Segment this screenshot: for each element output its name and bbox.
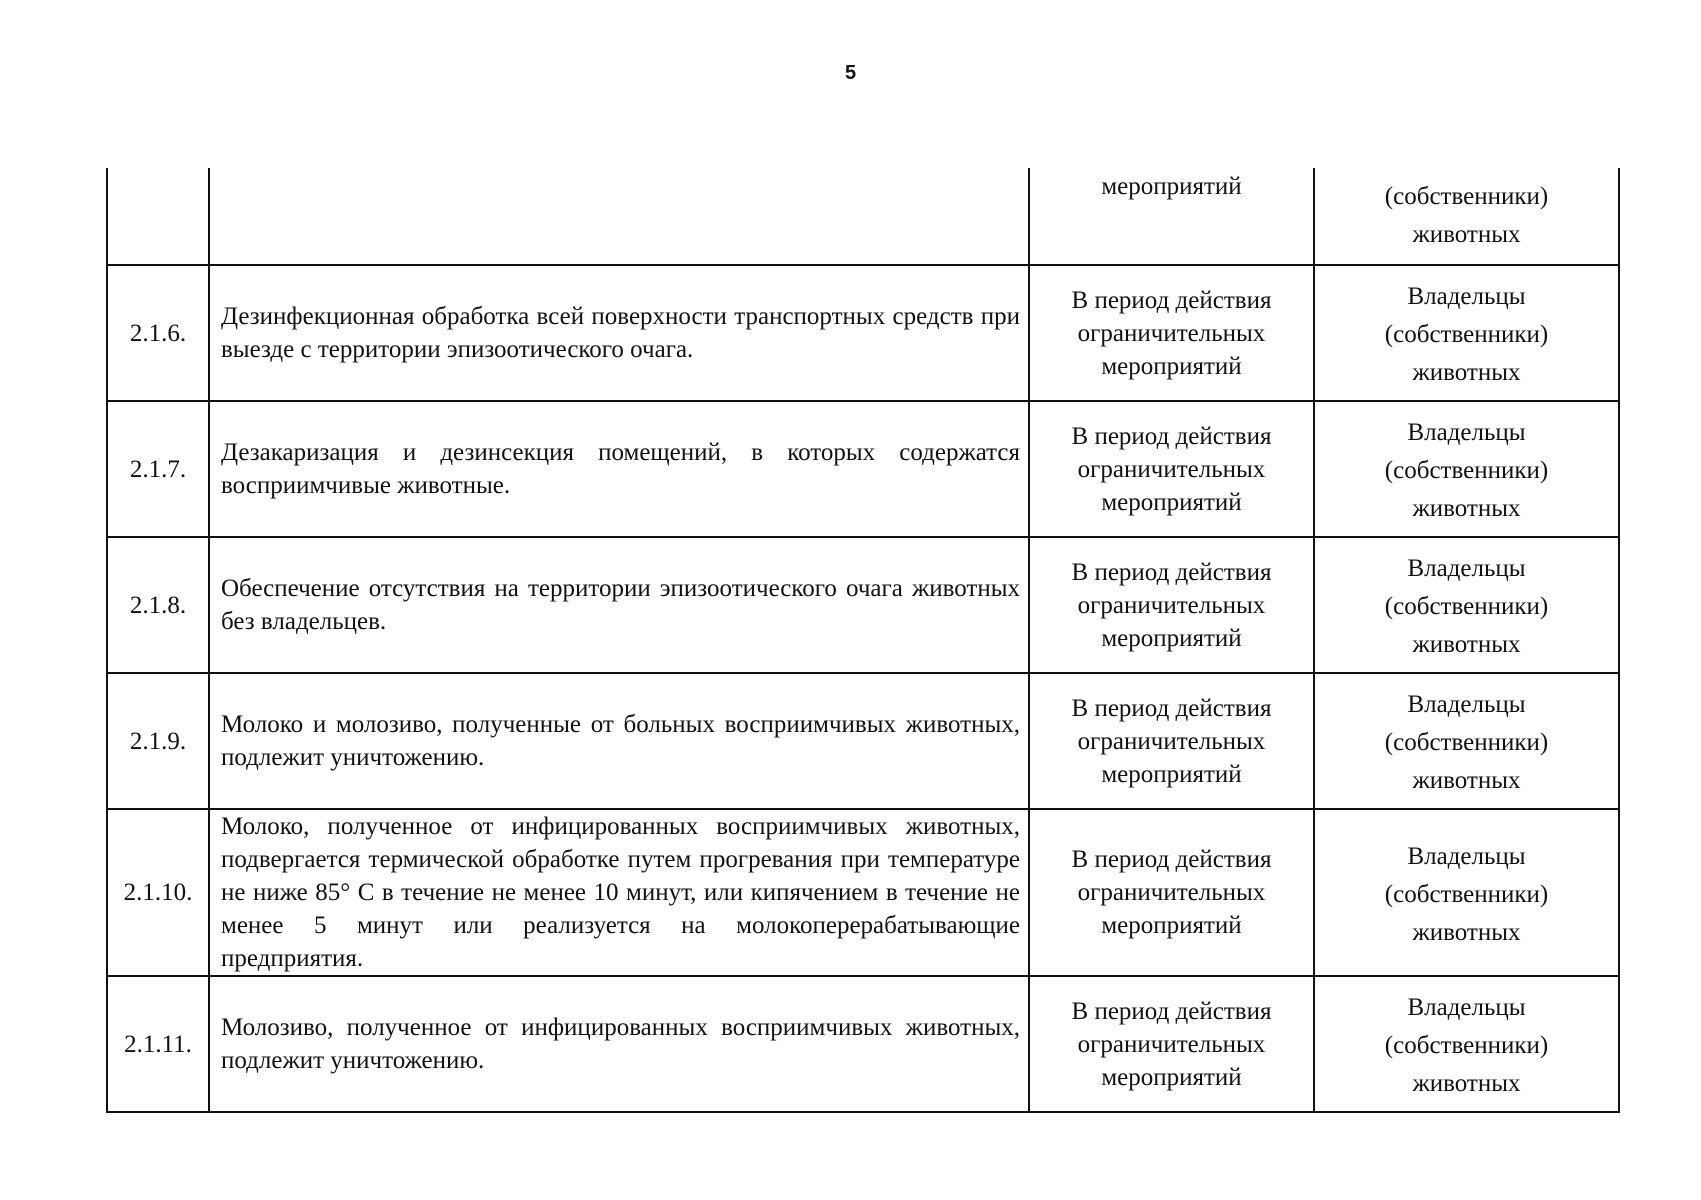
period-line: мероприятий xyxy=(1101,1063,1242,1091)
responsible-line: Владельцы xyxy=(1407,842,1526,870)
responsible-line: животных xyxy=(1412,495,1521,522)
table-row xyxy=(107,809,1619,976)
measures-table xyxy=(106,168,1620,1113)
row-text: Дезинфекционная обработка всей поверхности транспортных средств при выезде с территории эпизоотического очага. xyxy=(209,265,1029,401)
row-period xyxy=(1029,537,1314,673)
table-row xyxy=(107,265,1619,401)
row-period xyxy=(1029,401,1314,537)
row-number: 2.1.11. xyxy=(107,976,209,1112)
period-line: ограничительных xyxy=(1077,591,1266,619)
row-text: Обеспечение отсутствия на территории эпизоотического очага животных без владельцев. xyxy=(209,537,1029,673)
responsible-line: (собственники) xyxy=(1384,183,1549,210)
responsible-line: (собственники) xyxy=(1384,1032,1549,1059)
responsible-line: животных xyxy=(1412,1070,1521,1097)
table-row xyxy=(107,976,1619,1112)
responsible-line: (собственники) xyxy=(1384,880,1549,908)
row-text xyxy=(209,168,1029,265)
period-line: ограничительных xyxy=(1077,879,1266,906)
responsible-line: (собственники) xyxy=(1384,593,1549,620)
responsible-line: животных xyxy=(1412,767,1521,794)
row-period xyxy=(1029,976,1314,1112)
row-period xyxy=(1029,673,1314,809)
responsible-line: животных xyxy=(1412,918,1521,946)
row-number: 2.1.10. xyxy=(107,809,209,976)
period-line: мероприятий xyxy=(1101,760,1242,788)
page-number: 5 xyxy=(844,62,857,84)
row-number xyxy=(107,168,209,265)
period-line: мероприятий xyxy=(1101,352,1242,380)
period-line: мероприятий xyxy=(1101,912,1242,939)
responsible-line: животных xyxy=(1412,631,1521,658)
responsible-line: Владельцы xyxy=(1407,994,1526,1021)
period-line: ограничительных xyxy=(1077,319,1266,347)
table-row-continued xyxy=(107,168,1619,265)
table-row xyxy=(107,401,1619,537)
table-row xyxy=(107,673,1619,809)
period-line: В период действия xyxy=(1071,286,1272,314)
period-line: ограничительных xyxy=(1077,727,1266,755)
responsible-line: (собственники) xyxy=(1384,321,1549,348)
responsible-line: животных xyxy=(1412,221,1521,248)
responsible-line: (собственники) xyxy=(1384,457,1549,484)
row-text: Молоко и молозиво, полученные от больных восприимчивых животных, подлежит уничтожению. xyxy=(209,673,1029,809)
row-period xyxy=(1029,809,1314,976)
responsible-line: Владельцы xyxy=(1407,555,1526,582)
row-responsible xyxy=(1314,537,1619,673)
period-line: мероприятий xyxy=(1101,488,1242,516)
responsible-line: (собственники) xyxy=(1384,729,1549,756)
row-number: 2.1.6. xyxy=(107,265,209,401)
period-line: ограничительных xyxy=(1077,1030,1266,1058)
period-line: В период действия xyxy=(1071,846,1272,873)
row-period xyxy=(1029,168,1314,265)
responsible-line: животных xyxy=(1412,359,1521,386)
row-period xyxy=(1029,265,1314,401)
row-responsible xyxy=(1314,265,1619,401)
period-line: мероприятий xyxy=(1101,173,1242,200)
row-text: Дезакаризация и дезинсекция помещений, в которых содержатся восприимчивые животные. xyxy=(209,401,1029,537)
table-row xyxy=(107,537,1619,673)
responsible-line: Владельцы xyxy=(1407,419,1526,446)
period-line: В период действия xyxy=(1071,558,1272,586)
responsible-line: Владельцы xyxy=(1407,691,1526,718)
row-responsible xyxy=(1314,168,1619,265)
row-responsible xyxy=(1314,976,1619,1112)
period-line: В период действия xyxy=(1071,997,1272,1025)
period-line: ограничительных xyxy=(1077,455,1266,483)
row-responsible xyxy=(1314,673,1619,809)
row-number: 2.1.7. xyxy=(107,401,209,537)
row-text: Молоко, полученное от инфицированных восприимчивых животных, подвергается термической обработке путем прогревания при температуре не ниже 85° С в течение не менее 10 минут, или кипячением в течение не менее 5 минут или реализуется на молокоперерабатывающие предприятия. xyxy=(209,809,1029,976)
period-line: мероприятий xyxy=(1101,624,1242,652)
row-text: Молозиво, полученное от инфицированных восприимчивых животных, подлежит уничтожению. xyxy=(209,976,1029,1112)
row-responsible xyxy=(1314,401,1619,537)
row-responsible xyxy=(1314,809,1619,976)
responsible-line: Владельцы xyxy=(1407,283,1526,310)
row-number: 2.1.8. xyxy=(107,537,209,673)
period-line: В период действия xyxy=(1071,694,1272,722)
period-line: В период действия xyxy=(1071,422,1272,450)
row-number: 2.1.9. xyxy=(107,673,209,809)
